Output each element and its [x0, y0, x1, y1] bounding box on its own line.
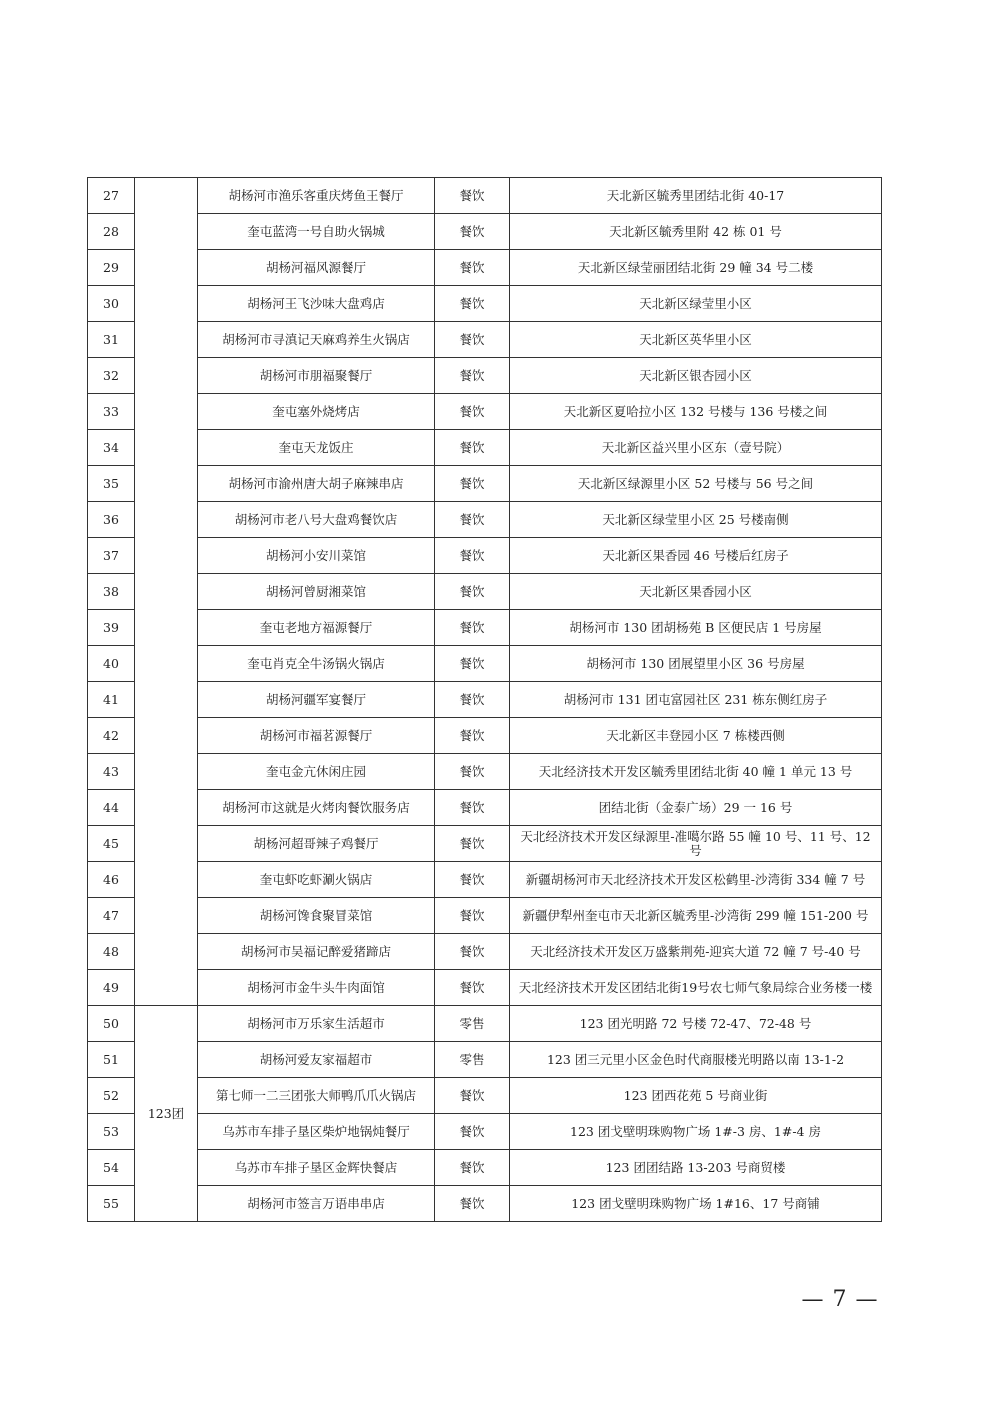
business-name-cell: 胡杨河市万乐家生活超市 [198, 1006, 435, 1042]
row-number-cell: 47 [88, 898, 135, 934]
table-row [88, 214, 882, 250]
business-name-cell: 胡杨河王飞沙味大盘鸡店 [198, 286, 435, 322]
row-number-cell: 38 [88, 574, 135, 610]
business-type-cell: 餐饮 [435, 898, 510, 934]
business-type-cell: 餐饮 [435, 862, 510, 898]
address-cell: 天北经济技术开发区绿源里-准噶尔路 55 幢 10 号、11 号、12 号 [510, 826, 882, 862]
table-row [88, 862, 882, 898]
group-cell [135, 178, 198, 1006]
address-cell: 123 团团结路 13-203 号商贸楼 [510, 1150, 882, 1186]
group-cell: 123团 [135, 1006, 198, 1222]
address-cell: 123 团戈壁明珠购物广场 1#16、17 号商铺 [510, 1186, 882, 1222]
table-row [88, 934, 882, 970]
business-name-cell: 胡杨河爱友家福超市 [198, 1042, 435, 1078]
row-number-cell: 50 [88, 1006, 135, 1042]
table-row [88, 1042, 882, 1078]
table-row [88, 394, 882, 430]
business-name-cell: 胡杨河市朋福聚餐厅 [198, 358, 435, 394]
table-row [88, 178, 882, 214]
table-row [88, 466, 882, 502]
table-row [88, 610, 882, 646]
business-name-cell: 胡杨河超哥辣子鸡餐厅 [198, 826, 435, 862]
row-number-cell: 43 [88, 754, 135, 790]
row-number-cell: 40 [88, 646, 135, 682]
row-number-cell: 45 [88, 826, 135, 862]
business-name-cell: 胡杨河疆军宴餐厅 [198, 682, 435, 718]
row-number-cell: 42 [88, 718, 135, 754]
row-number-cell: 55 [88, 1186, 135, 1222]
business-type-cell: 餐饮 [435, 682, 510, 718]
address-cell: 天北新区绿莹里小区 [510, 286, 882, 322]
row-number-cell: 51 [88, 1042, 135, 1078]
row-number-cell: 44 [88, 790, 135, 826]
address-cell: 胡杨河市 130 团展望里小区 36 号房屋 [510, 646, 882, 682]
address-cell: 胡杨河市 131 团屯富园社区 231 栋东侧红房子 [510, 682, 882, 718]
table-row [88, 538, 882, 574]
address-cell: 新疆胡杨河市天北经济技术开发区松鹤里-沙湾街 334 幢 7 号 [510, 862, 882, 898]
business-name-cell: 第七师一二三团张大师鸭爪爪火锅店 [198, 1078, 435, 1114]
business-name-cell: 奎屯虾吃虾涮火锅店 [198, 862, 435, 898]
address-cell: 新疆伊犁州奎屯市天北新区毓秀里-沙湾街 299 幢 151-200 号 [510, 898, 882, 934]
business-type-cell: 餐饮 [435, 286, 510, 322]
business-name-cell: 胡杨河曾厨湘菜馆 [198, 574, 435, 610]
table-row [88, 322, 882, 358]
address-cell: 天北新区丰登园小区 7 栋楼西侧 [510, 718, 882, 754]
business-name-cell: 胡杨河市渝州唐大胡子麻辣串店 [198, 466, 435, 502]
address-cell: 123 团光明路 72 号楼 72-47、72-48 号 [510, 1006, 882, 1042]
row-number-cell: 36 [88, 502, 135, 538]
row-number-cell: 29 [88, 250, 135, 286]
business-type-cell: 餐饮 [435, 358, 510, 394]
table-row [88, 1114, 882, 1150]
table-row [88, 1186, 882, 1222]
table-row [88, 646, 882, 682]
address-cell: 天北新区毓秀里附 42 栋 01 号 [510, 214, 882, 250]
row-number-cell: 35 [88, 466, 135, 502]
business-type-cell: 餐饮 [435, 1078, 510, 1114]
row-number-cell: 46 [88, 862, 135, 898]
address-cell: 天北新区英华里小区 [510, 322, 882, 358]
row-number-cell: 34 [88, 430, 135, 466]
business-name-cell: 胡杨河市福茗源餐厅 [198, 718, 435, 754]
address-cell: 123 团西花苑 5 号商业街 [510, 1078, 882, 1114]
business-name-cell: 胡杨河市老八号大盘鸡餐饮店 [198, 502, 435, 538]
business-type-cell: 餐饮 [435, 466, 510, 502]
address-cell: 天北经济技术开发区团结北街19号农七师气象局综合业务楼一楼 [510, 970, 882, 1006]
table-row [88, 682, 882, 718]
business-name-cell: 乌苏市车排子垦区金辉快餐店 [198, 1150, 435, 1186]
address-cell: 团结北街（金泰广场）29 一 16 号 [510, 790, 882, 826]
row-number-cell: 30 [88, 286, 135, 322]
business-type-cell: 零售 [435, 1042, 510, 1078]
business-type-cell: 餐饮 [435, 322, 510, 358]
address-cell: 天北新区果香园小区 [510, 574, 882, 610]
table-row [88, 898, 882, 934]
business-type-cell: 餐饮 [435, 970, 510, 1006]
table-row [88, 754, 882, 790]
business-name-cell: 胡杨河市渔乐客重庆烤鱼王餐厅 [198, 178, 435, 214]
table-row [88, 358, 882, 394]
business-type-cell: 餐饮 [435, 430, 510, 466]
address-cell: 天北新区绿莹丽团结北街 29 幢 34 号二楼 [510, 250, 882, 286]
business-type-cell: 餐饮 [435, 250, 510, 286]
table-row [88, 502, 882, 538]
table-row [88, 826, 882, 862]
business-type-cell: 餐饮 [435, 718, 510, 754]
table-row [88, 430, 882, 466]
business-type-cell: 餐饮 [435, 538, 510, 574]
address-cell: 123 团戈壁明珠购物广场 1#-3 房、1#-4 房 [510, 1114, 882, 1150]
row-number-cell: 53 [88, 1114, 135, 1150]
business-type-cell: 餐饮 [435, 214, 510, 250]
business-name-cell: 胡杨河福风源餐厅 [198, 250, 435, 286]
address-cell: 天北经济技术开发区万盛紫荆苑-迎宾大道 72 幢 7 号-40 号 [510, 934, 882, 970]
row-number-cell: 32 [88, 358, 135, 394]
row-number-cell: 33 [88, 394, 135, 430]
address-cell: 天北新区果香园 46 号楼后红房子 [510, 538, 882, 574]
business-type-cell: 零售 [435, 1006, 510, 1042]
address-cell: 天北新区益兴里小区东（壹号院） [510, 430, 882, 466]
row-number-cell: 37 [88, 538, 135, 574]
business-name-cell: 奎屯肖克全牛汤锅火锅店 [198, 646, 435, 682]
row-number-cell: 52 [88, 1078, 135, 1114]
address-cell: 123 团三元里小区金色时代商服楼光明路以南 13-1-2 [510, 1042, 882, 1078]
business-name-cell: 奎屯蓝湾一号自助火锅城 [198, 214, 435, 250]
address-cell: 胡杨河市 130 团胡杨苑 B 区便民店 1 号房屋 [510, 610, 882, 646]
business-name-cell: 奎屯金亢休闲庄园 [198, 754, 435, 790]
business-name-cell: 奎屯老地方福源餐厅 [198, 610, 435, 646]
table-row [88, 286, 882, 322]
business-type-cell: 餐饮 [435, 1186, 510, 1222]
address-cell: 天北新区毓秀里团结北街 40-17 [510, 178, 882, 214]
business-type-cell: 餐饮 [435, 826, 510, 862]
table-row [88, 1006, 882, 1042]
business-type-cell: 餐饮 [435, 394, 510, 430]
business-type-cell: 餐饮 [435, 754, 510, 790]
table-row [88, 574, 882, 610]
business-name-cell: 奎屯塞外烧烤店 [198, 394, 435, 430]
row-number-cell: 27 [88, 178, 135, 214]
business-type-cell: 餐饮 [435, 790, 510, 826]
business-type-cell: 餐饮 [435, 1114, 510, 1150]
table-row [88, 970, 882, 1006]
table-row [88, 790, 882, 826]
page-number: — 7 — [801, 1287, 879, 1312]
address-cell: 天北新区银杏园小区 [510, 358, 882, 394]
row-number-cell: 31 [88, 322, 135, 358]
business-name-cell: 胡杨河市金牛头牛肉面馆 [198, 970, 435, 1006]
table-row [88, 1078, 882, 1114]
row-number-cell: 49 [88, 970, 135, 1006]
business-type-cell: 餐饮 [435, 574, 510, 610]
business-name-cell: 胡杨河市签言万语串串店 [198, 1186, 435, 1222]
business-name-cell: 胡杨河馋食聚冒菜馆 [198, 898, 435, 934]
table-body [88, 178, 882, 1222]
row-number-cell: 54 [88, 1150, 135, 1186]
address-cell: 天北新区绿源里小区 52 号楼与 56 号之间 [510, 466, 882, 502]
business-type-cell: 餐饮 [435, 610, 510, 646]
row-number-cell: 41 [88, 682, 135, 718]
table-row [88, 718, 882, 754]
address-cell: 天北经济技术开发区毓秀里团结北街 40 幢 1 单元 13 号 [510, 754, 882, 790]
address-cell: 天北新区夏哈拉小区 132 号楼与 136 号楼之间 [510, 394, 882, 430]
business-type-cell: 餐饮 [435, 1150, 510, 1186]
address-cell: 天北新区绿莹里小区 25 号楼南侧 [510, 502, 882, 538]
row-number-cell: 39 [88, 610, 135, 646]
business-type-cell: 餐饮 [435, 646, 510, 682]
table-row [88, 1150, 882, 1186]
row-number-cell: 28 [88, 214, 135, 250]
business-name-cell: 胡杨河小安川菜馆 [198, 538, 435, 574]
business-name-cell: 胡杨河市这就是火烤肉餐饮服务店 [198, 790, 435, 826]
business-type-cell: 餐饮 [435, 178, 510, 214]
business-type-cell: 餐饮 [435, 934, 510, 970]
business-name-cell: 乌苏市车排子垦区柴炉地锅炖餐厅 [198, 1114, 435, 1150]
row-number-cell: 48 [88, 934, 135, 970]
business-type-cell: 餐饮 [435, 502, 510, 538]
business-list-table [87, 177, 882, 1222]
business-name-cell: 胡杨河市寻滇记天麻鸡养生火锅店 [198, 322, 435, 358]
business-name-cell: 奎屯天龙饭庄 [198, 430, 435, 466]
table-row [88, 250, 882, 286]
business-name-cell: 胡杨河市吴福记醉爱猪蹄店 [198, 934, 435, 970]
